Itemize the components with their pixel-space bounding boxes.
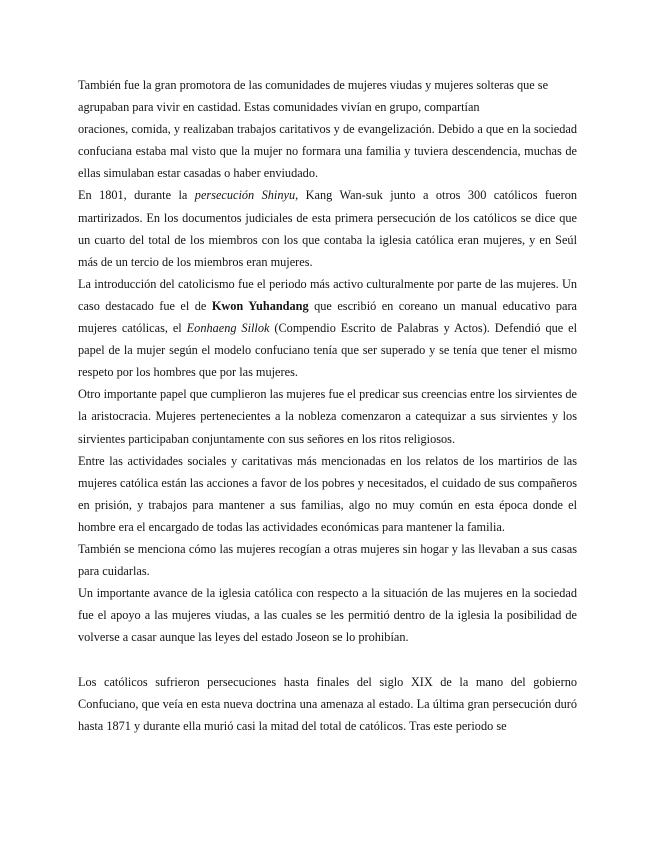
paragraph-persecutions: Los católicos sufrieron persecuciones hasta finales del siglo XIX de la mano del gobierno Confuciano, que veía en esta nueva doctrina una amenaza al estado. La última gran persecución duró hasta 1871 y durante ella murió casi la mitad del total de católicos. Tras este periodo se (78, 674, 577, 733)
paragraph-spacer (78, 648, 577, 670)
paragraph-cultural-period (78, 273, 577, 383)
text-run: , Kang Wan-suk junto a otros 300 católicos fueron martirizados. En los documentos judiciales de esta primera persecución de los católicos se dice que un cuarto del total de los miembros con los que contaba la iglesia católica eran mujeres, y en Seúl más de un tercio de los miembros eran mujeres. (78, 188, 577, 269)
text-run: La introducción del catolicismo fue el periodo más activo culturalmente por parte de las mujeres. Un caso destacado fue el de (78, 276, 577, 313)
book-title: Eonhaeng Sillok (186, 321, 270, 336)
persecution-name: persecución Shinyu (194, 188, 296, 203)
paragraph-widows-remarriage: Un importante avance de la iglesia católica con respecto a la situación de las mujeres en la sociedad fue el apoyo a las mujeres viudas, a las cuales se les permitió dentro de la iglesia la posibilidad de volverse a casar aunque las leyes del estado Joseon se lo prohibían. (78, 586, 577, 645)
paragraph-servants: Otro importante papel que cumplieron las mujeres fue el predicar sus creencias entre los sirvientes de la aristocracia. Mujeres pertenecientes a la nobleza comenzaron a catequizar a sus sirvientes y los sirvientes participaban conjuntamente con sus señores en los ritos religiosos. (78, 387, 577, 446)
paragraph-widows-communities-start: También fue la gran promotora de las comunidades de mujeres viudas y mujeres solteras que se agrupaban para vivir en castidad. Estas comunidades vivían en grupo, compartían (78, 78, 549, 115)
paragraph-charity: Entre las actividades sociales y caritativas más mencionadas en los relatos de los martirios de las mujeres católica están las acciones a favor de los pobres y necesitados, el cuidado de sus compañeros en prisión, y trabajos para mantener a sus familias, algo no muy común en esta época donde el hombre era el encargado de todas las actividades económicas para mantener la familia. (78, 453, 577, 534)
text-run: En 1801, durante la (78, 188, 195, 203)
author-name: Kwon Yuhandang (211, 298, 309, 313)
text-run: (Compendio Escrito de Palabras y Actos). Defendió que el papel de la mujer según el modelo confuciano tenía que ser superado y se tenía que tener el mismo respeto por los hombres que por las mujeres. (78, 321, 577, 380)
document-page (78, 74, 577, 737)
paragraph-homeless-women: También se menciona cómo las mujeres recogían a otras mujeres sin hogar y las llevaban a sus casas para cuidarlas. (78, 541, 577, 579)
paragraph-shinyu-persecution (78, 184, 577, 272)
paragraph-widows-communities-cont: oraciones, comida, y realizaban trabajos caritativos y de evangelización. Debido a que en la sociedad confuciana estaba mal visto que la mujer no formara una familia y tuviera descendencia, muchas de ellas simulaban estar casadas o haber enviudado. (78, 122, 577, 181)
text-run: que escribió en coreano un manual educativo para mujeres católicas, el (78, 298, 577, 336)
